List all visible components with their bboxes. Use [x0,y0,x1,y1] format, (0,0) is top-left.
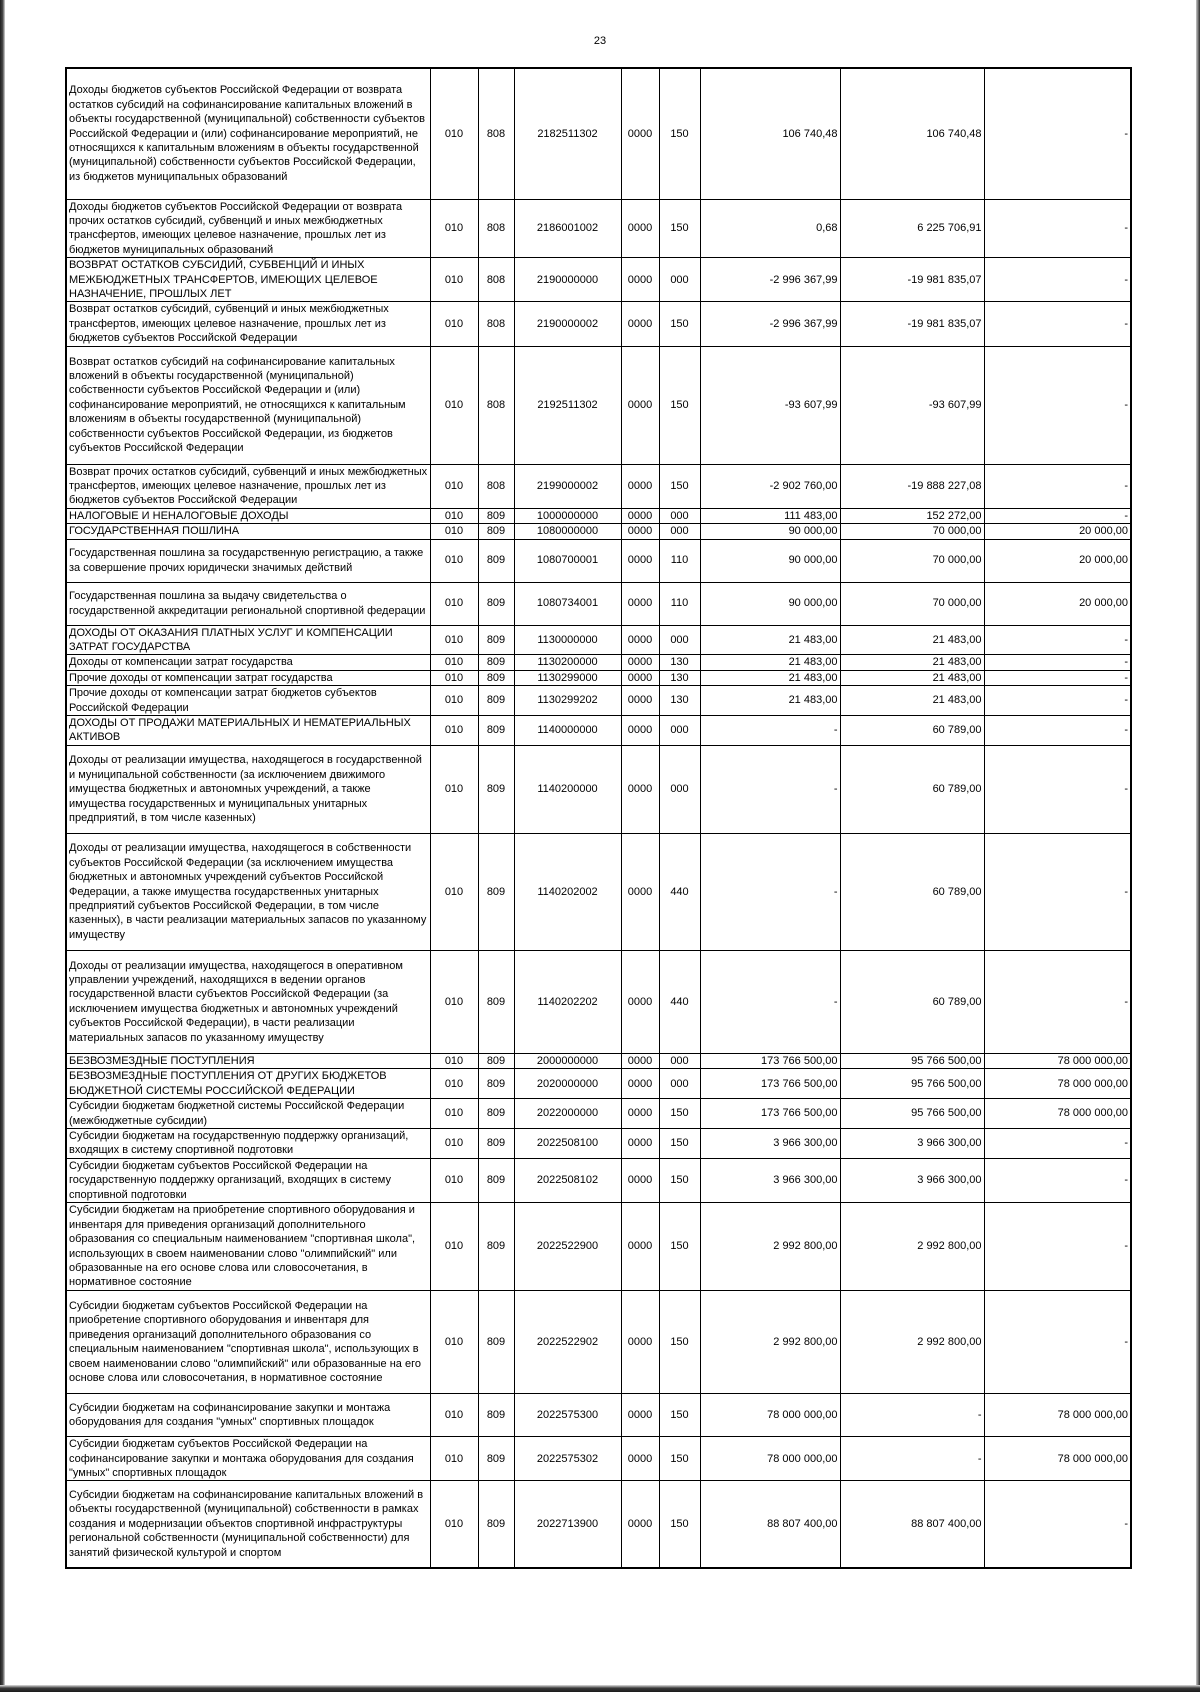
code-cell-5: 110 [659,582,700,625]
amount-cell-1: 2 992 800,00 [700,1203,840,1291]
amount-cell-3: - [984,346,1131,464]
amount-cell-1: 90 000,00 [700,539,840,582]
code-cell-4: 0000 [621,686,659,716]
code-cell-3: 1080734001 [514,582,621,625]
code-cell-5: 000 [659,745,700,833]
description-cell: БЕЗВОЗМЕЗДНЫЕ ПОСТУПЛЕНИЯ ОТ ДРУГИХ БЮДЖЕТОВ БЮДЖЕТНОЙ СИСТЕМЫ РОССИЙСКОЙ ФЕДЕРАЦИИ [66,1069,430,1099]
description-cell: ДОХОДЫ ОТ ПРОДАЖИ МАТЕРИАЛЬНЫХ И НЕМАТЕРИАЛЬНЫХ АКТИВОВ [66,716,430,746]
amount-cell-1: 173 766 500,00 [700,1069,840,1099]
amount-cell-2: 21 483,00 [840,686,984,716]
code-cell-5: 130 [659,670,700,685]
code-cell-4: 0000 [621,1437,659,1481]
code-cell-1: 010 [430,346,478,464]
code-cell-1: 010 [430,1053,478,1068]
code-cell-3: 1140200000 [514,745,621,833]
code-cell-5: 150 [659,1158,700,1202]
table-row [66,508,1131,523]
amount-cell-2: 2 992 800,00 [840,1291,984,1394]
description-cell: Возврат остатков субсидий на софинансирование капитальных вложений в объекты государственной (муниципальной) собственности субъектов Российской Федерации и (или) софинансирование мероприятий, не относящихся к капитальным вложениям в объекты государственной (муниципальной) собственности субъектов Российской Федерации, из бюджетов субъектов Российской Федерации [66,346,430,464]
code-cell-3: 2022522900 [514,1203,621,1291]
code-cell-5: 440 [659,950,700,1053]
amount-cell-1: 111 483,00 [700,508,840,523]
code-cell-1: 010 [430,833,478,950]
amount-cell-3: 78 000 000,00 [984,1437,1131,1481]
amount-cell-3: - [984,1291,1131,1394]
code-cell-3: 1140202202 [514,950,621,1053]
amount-cell-1: 88 807 400,00 [700,1481,840,1568]
amount-cell-2: 3 966 300,00 [840,1158,984,1202]
table-row [66,1129,1131,1159]
amount-cell-1: 3 966 300,00 [700,1158,840,1202]
description-cell: Субсидии бюджетам на софинансирование закупки и монтажа оборудования для создания "умных" спортивных площадок [66,1394,430,1437]
budget-table [65,67,1132,1569]
code-cell-5: 110 [659,539,700,582]
description-cell: Прочие доходы от компенсации затрат государства [66,670,430,685]
table-row [66,524,1131,539]
amount-cell-3: 78 000 000,00 [984,1394,1131,1437]
code-cell-4: 0000 [621,346,659,464]
amount-cell-3: - [984,1129,1131,1159]
amount-cell-1: - [700,833,840,950]
code-cell-4: 0000 [621,1053,659,1068]
amount-cell-3: - [984,1203,1131,1291]
code-cell-1: 010 [430,1481,478,1568]
amount-cell-3: - [984,1481,1131,1568]
amount-cell-2: 70 000,00 [840,539,984,582]
description-cell: НАЛОГОВЫЕ И НЕНАЛОГОВЫЕ ДОХОДЫ [66,508,430,523]
code-cell-2: 809 [478,670,514,685]
amount-cell-1: 0,68 [700,199,840,258]
code-cell-2: 809 [478,625,514,655]
table-row [66,346,1131,464]
code-cell-4: 0000 [621,1069,659,1099]
amount-cell-2: 60 789,00 [840,716,984,746]
code-cell-1: 010 [430,524,478,539]
amount-cell-2: 60 789,00 [840,745,984,833]
code-cell-3: 1140202002 [514,833,621,950]
description-cell: Субсидии бюджетам субъектов Российской Федерации на софинансирование закупки и монтажа оборудования для создания "умных" спортивных площадок [66,1437,430,1481]
code-cell-3: 2022575302 [514,1437,621,1481]
code-cell-3: 2192511302 [514,346,621,464]
code-cell-4: 0000 [621,1203,659,1291]
code-cell-3: 1130000000 [514,625,621,655]
code-cell-2: 809 [478,1158,514,1202]
code-cell-4: 0000 [621,508,659,523]
code-cell-4: 0000 [621,1394,659,1437]
code-cell-5: 150 [659,1437,700,1481]
amount-cell-3: 78 000 000,00 [984,1069,1131,1099]
code-cell-2: 809 [478,833,514,950]
code-cell-4: 0000 [621,302,659,346]
amount-cell-3: - [984,686,1131,716]
table-row [66,1158,1131,1202]
description-cell: ДОХОДЫ ОТ ОКАЗАНИЯ ПЛАТНЫХ УСЛУГ И КОМПЕНСАЦИИ ЗАТРАТ ГОСУДАРСТВА [66,625,430,655]
code-cell-5: 000 [659,508,700,523]
code-cell-3: 2000000000 [514,1053,621,1068]
code-cell-2: 809 [478,1069,514,1099]
code-cell-3: 2182511302 [514,68,621,199]
description-cell: Доходы бюджетов субъектов Российской Федерации от возврата остатков субсидий на софинансирование капитальных вложений в объекты государственной (муниципальной) собственности субъектов Российской Федерации и (или) софинансирование мероприятий, не относящихся к капитальным вложениям в объекты государственной (муниципальной) собственности субъектов Российской Федерации, из бюджетов муниципальных образований [66,68,430,199]
amount-cell-1: 21 483,00 [700,670,840,685]
description-cell: Доходы от компенсации затрат государства [66,655,430,670]
code-cell-4: 0000 [621,524,659,539]
code-cell-1: 010 [430,1291,478,1394]
code-cell-2: 808 [478,68,514,199]
amount-cell-2: 21 483,00 [840,670,984,685]
code-cell-5: 130 [659,686,700,716]
code-cell-2: 809 [478,1129,514,1159]
code-cell-3: 2186001002 [514,199,621,258]
amount-cell-3: 20 000,00 [984,539,1131,582]
code-cell-5: 150 [659,1291,700,1394]
amount-cell-3: - [984,655,1131,670]
amount-cell-1: 173 766 500,00 [700,1053,840,1068]
code-cell-5: 150 [659,346,700,464]
amount-cell-2: -19 981 835,07 [840,258,984,302]
code-cell-1: 010 [430,508,478,523]
table-row [66,464,1131,508]
code-cell-2: 808 [478,302,514,346]
amount-cell-3: - [984,199,1131,258]
code-cell-4: 0000 [621,582,659,625]
amount-cell-1: -2 996 367,99 [700,302,840,346]
code-cell-1: 010 [430,716,478,746]
code-cell-1: 010 [430,199,478,258]
description-cell: Доходы бюджетов субъектов Российской Федерации от возврата прочих остатков субсидий, субвенций и иных межбюджетных трансфертов, имеющих целевое назначение, прошлых лет из бюджетов муниципальных образований [66,199,430,258]
code-cell-5: 150 [659,1394,700,1437]
amount-cell-2: 95 766 500,00 [840,1099,984,1129]
amount-cell-2: 106 740,48 [840,68,984,199]
amount-cell-2: 21 483,00 [840,625,984,655]
code-cell-4: 0000 [621,1291,659,1394]
table-row [66,1291,1131,1394]
description-cell: Возврат прочих остатков субсидий, субвенций и иных межбюджетных трансфертов, имеющих целевое назначение, прошлых лет из бюджетов субъектов Российской Федерации [66,464,430,508]
amount-cell-3: - [984,258,1131,302]
amount-cell-1: -2 996 367,99 [700,258,840,302]
code-cell-2: 809 [478,508,514,523]
table-row [66,1053,1131,1068]
code-cell-3: 2190000002 [514,302,621,346]
table-row [66,625,1131,655]
code-cell-1: 010 [430,625,478,655]
amount-cell-1: 21 483,00 [700,655,840,670]
code-cell-4: 0000 [621,625,659,655]
code-cell-1: 010 [430,686,478,716]
code-cell-3: 2022508100 [514,1129,621,1159]
table-row [66,1437,1131,1481]
code-cell-1: 010 [430,655,478,670]
code-cell-2: 809 [478,716,514,746]
amount-cell-2: 70 000,00 [840,524,984,539]
amount-cell-2: 6 225 706,91 [840,199,984,258]
table-row [66,950,1131,1053]
code-cell-2: 809 [478,1203,514,1291]
code-cell-3: 2022713900 [514,1481,621,1568]
description-cell: БЕЗВОЗМЕЗДНЫЕ ПОСТУПЛЕНИЯ [66,1053,430,1068]
description-cell: Доходы от реализации имущества, находящегося в государственной и муниципальной собственности (за исключением движимого имущества бюджетных и автономных учреждений, а также имущества государственных и муниципальных унитарных предприятий, в том числе казенных) [66,745,430,833]
amount-cell-3: - [984,68,1131,199]
code-cell-3: 2022522902 [514,1291,621,1394]
code-cell-4: 0000 [621,655,659,670]
amount-cell-1: -2 902 760,00 [700,464,840,508]
amount-cell-3: 20 000,00 [984,582,1131,625]
code-cell-4: 0000 [621,68,659,199]
amount-cell-2: 152 272,00 [840,508,984,523]
code-cell-4: 0000 [621,670,659,685]
code-cell-1: 010 [430,464,478,508]
code-cell-5: 000 [659,625,700,655]
amount-cell-2: 2 992 800,00 [840,1203,984,1291]
code-cell-5: 440 [659,833,700,950]
table-body [66,68,1131,1568]
code-cell-2: 808 [478,346,514,464]
code-cell-2: 809 [478,1481,514,1568]
code-cell-5: 000 [659,524,700,539]
amount-cell-3: 78 000 000,00 [984,1099,1131,1129]
amount-cell-3: 78 000 000,00 [984,1053,1131,1068]
code-cell-4: 0000 [621,1481,659,1568]
table-row [66,539,1131,582]
table-row [66,1481,1131,1568]
code-cell-5: 000 [659,1053,700,1068]
amount-cell-2: 70 000,00 [840,582,984,625]
description-cell: Субсидии бюджетам субъектов Российской Федерации на приобретение спортивного оборудования и инвентаря для приведения организаций дополнительного образования со специальным наименованием "спортивная школа", использующих в своем наименовании слово "олимпийский" или образованные на его основе слова или словосочетания, в нормативное состояние [66,1291,430,1394]
code-cell-5: 150 [659,1203,700,1291]
description-cell: ВОЗВРАТ ОСТАТКОВ СУБСИДИЙ, СУБВЕНЦИЙ И ИНЫХ МЕЖБЮДЖЕТНЫХ ТРАНСФЕРТОВ, ИМЕЮЩИХ ЦЕЛЕВОЕ НАЗНАЧЕНИЕ, ПРОШЛЫХ ЛЕТ [66,258,430,302]
code-cell-3: 2022575300 [514,1394,621,1437]
table-row [66,716,1131,746]
code-cell-5: 150 [659,1481,700,1568]
scan-edge-left [0,0,5,1692]
amount-cell-1: 78 000 000,00 [700,1437,840,1481]
amount-cell-3: - [984,745,1131,833]
table-row [66,655,1131,670]
code-cell-4: 0000 [621,716,659,746]
description-cell: Возврат остатков субсидий, субвенций и иных межбюджетных трансфертов, имеющих целевое назначение, прошлых лет из бюджетов субъектов Российской Федерации [66,302,430,346]
code-cell-2: 809 [478,686,514,716]
code-cell-5: 150 [659,302,700,346]
amount-cell-1: 21 483,00 [700,686,840,716]
code-cell-2: 808 [478,199,514,258]
code-cell-3: 1080700001 [514,539,621,582]
amount-cell-3: - [984,1158,1131,1202]
code-cell-5: 150 [659,1099,700,1129]
code-cell-1: 010 [430,1203,478,1291]
code-cell-2: 808 [478,464,514,508]
amount-cell-2: -19 981 835,07 [840,302,984,346]
code-cell-2: 809 [478,745,514,833]
table-row [66,199,1131,258]
amount-cell-2: 60 789,00 [840,833,984,950]
code-cell-2: 809 [478,582,514,625]
code-cell-4: 0000 [621,950,659,1053]
code-cell-5: 000 [659,258,700,302]
code-cell-3: 2190000000 [514,258,621,302]
code-cell-3: 1140000000 [514,716,621,746]
code-cell-4: 0000 [621,833,659,950]
amount-cell-2: 21 483,00 [840,655,984,670]
code-cell-1: 010 [430,258,478,302]
table-row [66,258,1131,302]
amount-cell-3: - [984,716,1131,746]
code-cell-2: 809 [478,950,514,1053]
code-cell-4: 0000 [621,199,659,258]
amount-cell-1: 173 766 500,00 [700,1099,840,1129]
code-cell-2: 809 [478,524,514,539]
code-cell-5: 150 [659,464,700,508]
amount-cell-3: - [984,670,1131,685]
description-cell: ГОСУДАРСТВЕННАЯ ПОШЛИНА [66,524,430,539]
code-cell-3: 2199000002 [514,464,621,508]
amount-cell-3: - [984,508,1131,523]
table-row [66,1069,1131,1099]
amount-cell-1: 90 000,00 [700,524,840,539]
table-row [66,1394,1131,1437]
code-cell-4: 0000 [621,258,659,302]
code-cell-3: 1000000000 [514,508,621,523]
amount-cell-1: -93 607,99 [700,346,840,464]
amount-cell-3: - [984,625,1131,655]
amount-cell-2: 60 789,00 [840,950,984,1053]
code-cell-5: 000 [659,716,700,746]
code-cell-2: 809 [478,539,514,582]
code-cell-1: 010 [430,1158,478,1202]
table-row [66,582,1131,625]
code-cell-4: 0000 [621,1129,659,1159]
amount-cell-3: - [984,302,1131,346]
amount-cell-1: - [700,950,840,1053]
amount-cell-2: -93 607,99 [840,346,984,464]
code-cell-4: 0000 [621,745,659,833]
table-row [66,686,1131,716]
amount-cell-3: - [984,950,1131,1053]
table-row [66,833,1131,950]
code-cell-2: 808 [478,258,514,302]
description-cell: Государственная пошлина за выдачу свидетельства о государственной аккредитации региональной спортивной федерации [66,582,430,625]
code-cell-2: 809 [478,655,514,670]
description-cell: Субсидии бюджетам на приобретение спортивного оборудования и инвентаря для приведения организаций дополнительного образования со специальным наименованием "спортивная школа", использующих в своем наименовании слово "олимпийский" или образованные на его основе слова или словосочетания, в нормативное состояние [66,1203,430,1291]
table-row [66,670,1131,685]
amount-cell-2: -19 888 227,08 [840,464,984,508]
code-cell-5: 150 [659,68,700,199]
description-cell: Прочие доходы от компенсации затрат бюджетов субъектов Российской Федерации [66,686,430,716]
description-cell: Доходы от реализации имущества, находящегося в собственности субъектов Российской Федерации (за исключением имущества бюджетных и автономных учреждений субъектов Российской Федерации, а также имущества государственных унитарных предприятий субъектов Российской Федерации, в том числе казенных), в части реализации материальных запасов по указанному имуществу [66,833,430,950]
code-cell-3: 2022000000 [514,1099,621,1129]
code-cell-5: 000 [659,1069,700,1099]
amount-cell-2: 95 766 500,00 [840,1069,984,1099]
amount-cell-1: 3 966 300,00 [700,1129,840,1159]
code-cell-5: 130 [659,655,700,670]
code-cell-1: 010 [430,745,478,833]
amount-cell-2: - [840,1437,984,1481]
amount-cell-1: 78 000 000,00 [700,1394,840,1437]
amount-cell-1: - [700,716,840,746]
page-number: 23 [593,35,607,47]
code-cell-3: 1130299202 [514,686,621,716]
table-row [66,1099,1131,1129]
amount-cell-3: - [984,464,1131,508]
amount-cell-1: 106 740,48 [700,68,840,199]
code-cell-1: 010 [430,1437,478,1481]
amount-cell-2: - [840,1394,984,1437]
code-cell-1: 010 [430,1129,478,1159]
table-row [66,1203,1131,1291]
code-cell-1: 010 [430,1069,478,1099]
code-cell-4: 0000 [621,539,659,582]
table-row [66,745,1131,833]
amount-cell-2: 88 807 400,00 [840,1481,984,1568]
scan-edge-bottom [0,1685,1200,1692]
code-cell-3: 2022508102 [514,1158,621,1202]
amount-cell-2: 95 766 500,00 [840,1053,984,1068]
code-cell-3: 1130299000 [514,670,621,685]
code-cell-1: 010 [430,950,478,1053]
description-cell: Доходы от реализации имущества, находящегося в оперативном управлении учреждений, находящихся в ведении органов государственной власти субъектов Российской Федерации (за исключением имущества бюджетных и автономных учреждений субъектов Российской Федерации), в части реализации материальных запасов по указанному имуществу [66,950,430,1053]
code-cell-1: 010 [430,670,478,685]
table-row [66,68,1131,199]
scan-edge-right [1196,0,1200,1692]
code-cell-4: 0000 [621,1099,659,1129]
code-cell-2: 809 [478,1099,514,1129]
code-cell-1: 010 [430,582,478,625]
description-cell: Субсидии бюджетам на государственную поддержку организаций, входящих в систему спортивной подготовки [66,1129,430,1159]
code-cell-3: 2020000000 [514,1069,621,1099]
description-cell: Государственная пошлина за государственную регистрацию, а также за совершение прочих юридически значимых действий [66,539,430,582]
code-cell-5: 150 [659,199,700,258]
table-row [66,302,1131,346]
code-cell-4: 0000 [621,464,659,508]
code-cell-1: 010 [430,539,478,582]
description-cell: Субсидии бюджетам субъектов Российской Федерации на государственную поддержку организаций, входящих в систему спортивной подготовки [66,1158,430,1202]
code-cell-1: 010 [430,1099,478,1129]
code-cell-1: 010 [430,1394,478,1437]
amount-cell-1: 90 000,00 [700,582,840,625]
amount-cell-1: - [700,745,840,833]
code-cell-2: 809 [478,1437,514,1481]
code-cell-4: 0000 [621,1158,659,1202]
amount-cell-1: 21 483,00 [700,625,840,655]
code-cell-2: 809 [478,1053,514,1068]
code-cell-5: 150 [659,1129,700,1159]
code-cell-1: 010 [430,302,478,346]
amount-cell-2: 3 966 300,00 [840,1129,984,1159]
code-cell-3: 1080000000 [514,524,621,539]
code-cell-1: 010 [430,68,478,199]
code-cell-2: 809 [478,1291,514,1394]
description-cell: Субсидии бюджетам на софинансирование капитальных вложений в объекты государственной (муниципальной) собственности в рамках создания и модернизации объектов спортивной инфраструктуры региональной собственности (муниципальной собственности) для занятий физической культурой и спортом [66,1481,430,1568]
amount-cell-3: 20 000,00 [984,524,1131,539]
amount-cell-3: - [984,833,1131,950]
code-cell-2: 809 [478,1394,514,1437]
description-cell: Субсидии бюджетам бюджетной системы Российской Федерации (межбюджетные субсидии) [66,1099,430,1129]
code-cell-3: 1130200000 [514,655,621,670]
amount-cell-1: 2 992 800,00 [700,1291,840,1394]
